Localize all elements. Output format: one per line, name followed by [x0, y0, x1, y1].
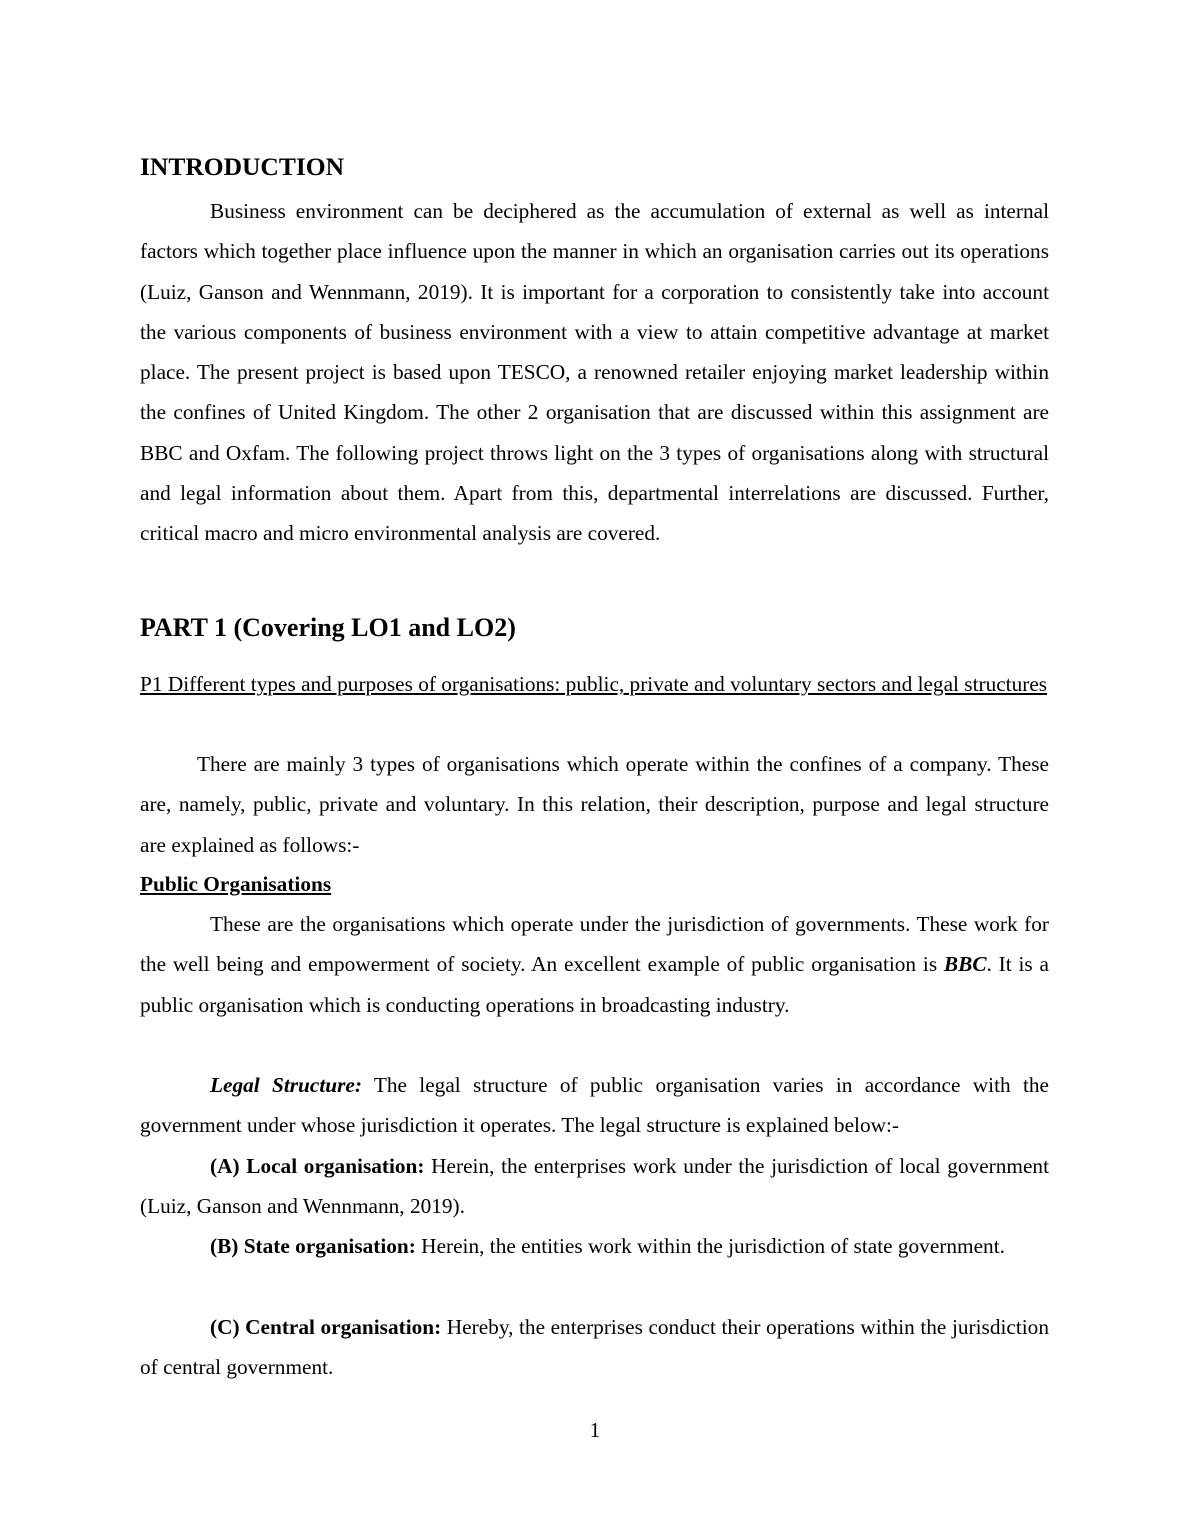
- p1-heading: P1 Different types and purposes of organisations: public, private and voluntary sectors and legal structures: [140, 672, 1048, 696]
- item-text: Herein, the entities work within the jurisdiction of state government.: [415, 1234, 1005, 1258]
- public-text-2: . It is a public organisation which is conducting operations in broadcasting industry.: [140, 952, 1049, 1017]
- item-label: (C) Central organisation:: [210, 1315, 442, 1339]
- public-paragraph: [140, 904, 1049, 1025]
- item-label: (A) Local organisation:: [210, 1154, 425, 1178]
- legal-item-local: [140, 1146, 1049, 1227]
- item-text: Herein, the enterprises work under the jurisdiction of local government (Luiz, Ganson and Wennmann, 2019).: [140, 1154, 1049, 1219]
- public-heading: Public Organisations: [140, 872, 332, 896]
- legal-label: Legal Structure:: [210, 1073, 362, 1097]
- legal-item-state: [140, 1226, 1049, 1266]
- item-text: Hereby, the enterprises conduct their operations within the jurisdiction of central government.: [140, 1315, 1049, 1380]
- part1-heading: PART 1 (Covering LO1 and LO2): [140, 613, 516, 642]
- p1-intro: There are mainly 3 types of organisations which operate within the confines of a company. These are, namely, public, private and voluntary. In this relation, their description, purpose and legal structure are explained as follows:-: [140, 752, 1049, 857]
- legal-structure-paragraph: [140, 1065, 1049, 1146]
- public-bbc: BBC: [943, 952, 987, 977]
- public-text-1: These are the organisations which operate under the jurisdiction of governments. These work for the well being and empowerment of society. An excellent example of public organisation is: [140, 912, 1049, 977]
- intro-paragraph: Business environment can be deciphered as the accumulation of external as well as internal factors which together place influence upon the manner in which an organisation carries out its operations (Luiz, Ganson and Wennmann, 2019). It is important for a corporation to consistently take into account the various components of business environment with a view to attain competitive advantage at market place. The present project is based upon TESCO, a renowned retailer enjoying market leadership within the confines of United Kingdom. The other 2 organisation that are discussed within this assignment are BBC and Oxfam. The following project throws light on the 3 types of organisations along with structural and legal information about them. Apart from this, departmental interrelations are discussed. Further, critical macro and micro environmental analysis are covered.: [140, 199, 1049, 546]
- legal-item-central: [140, 1307, 1049, 1388]
- intro-heading: INTRODUCTION: [140, 152, 345, 181]
- public-heading-row: [140, 864, 1049, 904]
- legal-text: The legal structure of public organisation varies in accordance with the government under whose jurisdiction it operates. The legal structure is explained below:-: [140, 1073, 1049, 1138]
- item-label: (B) State organisation:: [210, 1234, 416, 1258]
- page-number: 1: [589, 1418, 601, 1442]
